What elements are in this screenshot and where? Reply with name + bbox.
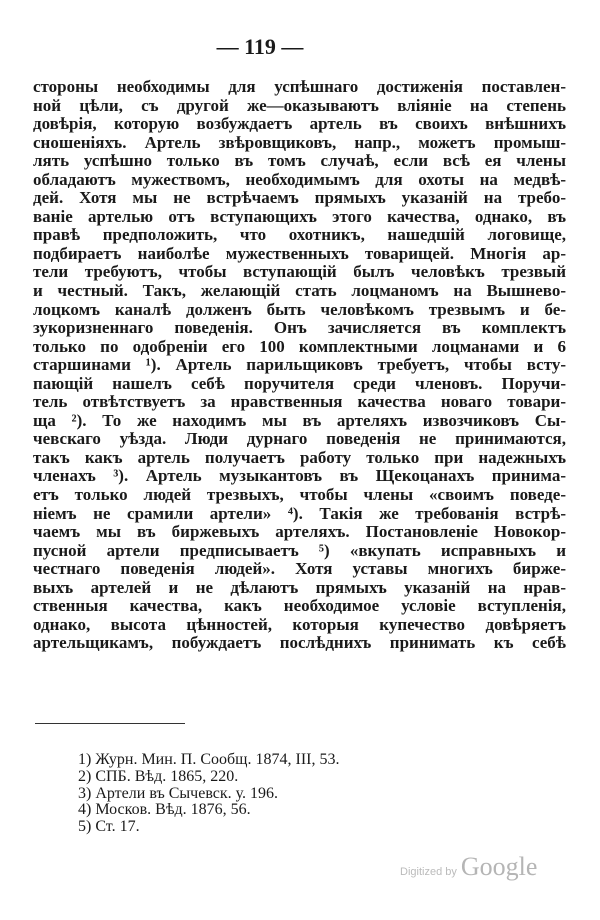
text-line: честнаго поведенія людей». Хотя уставы многихъ бирже- bbox=[33, 559, 566, 579]
footnote: 1) Журн. Мин. П. Сообщ. 1874, III, 53. bbox=[78, 751, 340, 768]
text-line: тели требуютъ, чтобы вступающій былъ человѣкъ трезвый bbox=[33, 262, 566, 282]
footnote: 2) СПБ. Вѣд. 1865, 220. bbox=[78, 767, 239, 785]
text-line: ственныя качества, какъ необходимое условіе вступленія, bbox=[33, 596, 566, 616]
text-line: ніемъ не срамили артели» ⁴). Такія же требованія встрѣ- bbox=[33, 503, 566, 523]
text-line: такъ какъ артель получаетъ работу только при надежныхъ bbox=[33, 447, 566, 467]
text-line: только по одобреніи его 100 комплектными лоцманами и 6 bbox=[33, 336, 566, 356]
text-line: членахъ ³). Артель музыкантовъ въ Щекоцанахъ принима- bbox=[33, 466, 566, 486]
watermark-prefix: Digitized by bbox=[400, 866, 457, 878]
footnote-divider bbox=[35, 723, 185, 724]
text-line: зукоризненнаго поведенія. Онъ зачисляется въ комплектъ bbox=[33, 318, 566, 338]
text-line: тель отвѣтствуетъ за нравственныя качества новаго товари- bbox=[33, 392, 566, 412]
text-line: ща ²). То же находимъ мы въ артеляхъ извозчиковъ Сы- bbox=[33, 410, 566, 430]
watermark-brand: Google bbox=[460, 852, 538, 881]
page-number: — 119 — bbox=[216, 34, 304, 59]
text-line: сношеніяхъ. Артель звѣровщиковъ, напр., можетъ промыш- bbox=[33, 132, 566, 152]
text-line: стороны необходимы для успѣшнаго достиженія поставлен- bbox=[33, 77, 566, 96]
text-line: ваніе артелью отъ вступающихъ этого качества, однако, въ bbox=[33, 206, 566, 226]
text-line: ной цѣли, съ другой же—оказываютъ вліяніе на степень bbox=[33, 95, 566, 115]
footnote: 5) Ст. 17. bbox=[78, 818, 140, 836]
text-line: пающій нашелъ себѣ поручителя среди членовъ. Поручи- bbox=[33, 373, 566, 393]
text-line: лоцкомъ каналѣ долженъ быть человѣкомъ трезвымъ и бе- bbox=[33, 299, 566, 319]
text-line: старшинами ¹). Артель парильщиковъ требуетъ, чтобы всту- bbox=[33, 355, 566, 375]
text-line: обладаютъ мужествомъ, необходимымъ для охоты на медвѣ- bbox=[33, 169, 566, 189]
text-line: выхъ артелей и не дѣлаютъ прямыхъ указаній на нрав- bbox=[33, 577, 566, 597]
text-line: чаемъ мы въ биржевыхъ артеляхъ. Постановленіе Новокор- bbox=[33, 522, 566, 542]
text-line: пусной артели предписываетъ ⁵) «вкупать исправныхъ и bbox=[33, 540, 566, 560]
text-line: етъ только людей трезвыхъ, чтобы члены «своимъ поведе- bbox=[33, 485, 566, 505]
footnote: 3) Артели въ Сычевск. у. 196. bbox=[78, 784, 279, 802]
text-line: подбираетъ наиболѣе мужественныхъ товарищей. Многія ар- bbox=[33, 243, 566, 263]
google-watermark bbox=[400, 852, 537, 882]
footnote: 4) Москов. Вѣд. 1876, 56. bbox=[78, 801, 251, 819]
footnotes bbox=[78, 752, 339, 836]
text-line: чевскаго уѣзда. Люди дурнаго поведенія не принимаются, bbox=[33, 429, 566, 449]
text-line: и честный. Такъ, желающій стать лоцманомъ на Вышнево- bbox=[33, 281, 566, 301]
text-line: правѣ предположить, что охотникъ, нашедшій логовище, bbox=[33, 225, 566, 245]
text-line: дей. Хотя мы не встрѣчаемъ прямыхъ указаній на требо- bbox=[33, 188, 566, 208]
text-line: артельщикамъ, побуждаетъ послѣднихъ принимать къ себѣ bbox=[33, 633, 566, 653]
text-line: лять успѣшно только въ томъ случаѣ, если всѣ ея члены bbox=[33, 151, 566, 171]
body-text bbox=[33, 78, 566, 653]
text-line: однако, высота цѣнностей, которыя купечество довѣряетъ bbox=[33, 614, 566, 634]
text-line: довѣрія, которую возбуждаетъ артель въ своихъ внѣшнихъ bbox=[33, 114, 566, 134]
